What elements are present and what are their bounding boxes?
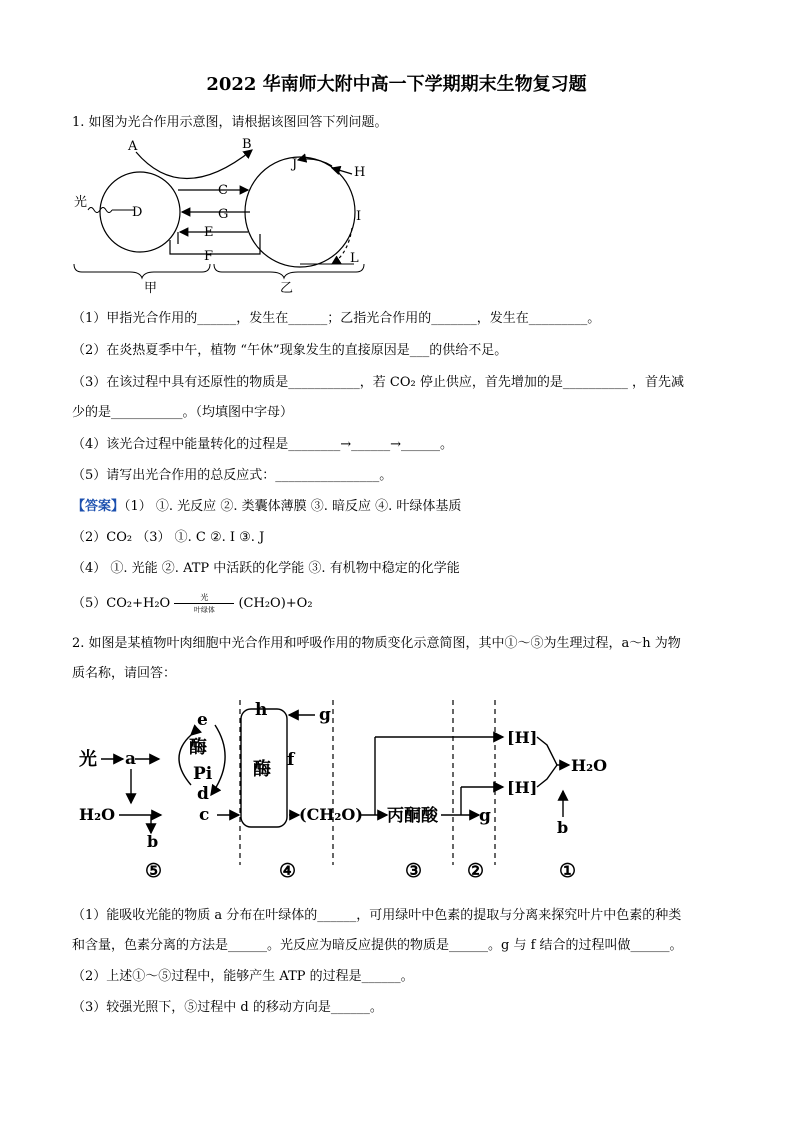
label-light: 光 bbox=[79, 749, 97, 770]
label-D: D bbox=[132, 205, 143, 220]
q2-stem-1: 2. 如图是某植物叶肉细胞中光合作用和呼吸作用的物质变化示意简图，其中①～⑤为生理过程，a～h 为物 bbox=[72, 636, 681, 651]
label-a: a bbox=[125, 749, 137, 769]
label-G: G bbox=[218, 207, 229, 222]
q1-sub4: （4）该光合过程中能量转化的过程是________→______→______。 bbox=[72, 437, 454, 452]
q1-sub2: （2）在炎热夏季中午，植物 “午休”现象发生的直接原因是___的供给不足。 bbox=[72, 343, 508, 358]
dark-reaction-circle bbox=[245, 157, 355, 267]
label-h2o-in: H₂O bbox=[79, 805, 116, 824]
label-jia: 甲 bbox=[144, 281, 158, 296]
label-h2o-out: H₂O bbox=[571, 756, 608, 775]
q2-sub3: （3）较强光照下，⑤过程中 d 的移动方向是______。 bbox=[72, 1000, 383, 1015]
label-light: 光 bbox=[74, 195, 88, 210]
q2-sub1b: 和含量，色素分离的方法是______。光反应为暗反应提供的物质是______。g 与 f 结合的过程叫做______。 bbox=[72, 938, 683, 953]
label-h: h bbox=[255, 700, 268, 720]
label-enzyme-left: 酶 bbox=[189, 737, 207, 758]
label-H: H bbox=[354, 165, 366, 180]
label-L: L bbox=[350, 251, 359, 266]
label-A: A bbox=[128, 139, 138, 154]
label-g-top: g bbox=[319, 705, 331, 725]
eq-condition-top: 光 bbox=[200, 592, 209, 602]
label-process-3: ③ bbox=[405, 860, 423, 882]
label-g: g bbox=[479, 806, 491, 826]
page-title: 2022 华南师大附中高一下学期期末生物复习题 bbox=[206, 74, 587, 95]
label-C: C bbox=[218, 183, 228, 198]
label-c: c bbox=[199, 805, 210, 825]
label-process-2: ② bbox=[467, 860, 485, 882]
eq-condition-bottom: 叶绿体 bbox=[193, 605, 215, 614]
label-f: f bbox=[287, 750, 295, 770]
label-pyruvate: 丙酮酸 bbox=[387, 806, 438, 826]
label-B: B bbox=[242, 137, 252, 152]
photosynthesis-diagram bbox=[70, 136, 380, 296]
q1-answer-4 bbox=[72, 592, 313, 614]
q1-answer-3: （4） ①. 光能 ②. ATP 中活跃的化学能 ③. 有机物中稳定的化学能 bbox=[72, 561, 460, 576]
label-H-top: [H] bbox=[507, 728, 538, 747]
label-e: e bbox=[197, 710, 208, 730]
label-ch2o: (CH₂O) bbox=[299, 805, 363, 824]
label-b-right: b bbox=[557, 818, 569, 837]
label-E: E bbox=[204, 225, 214, 240]
answer-tag: 【答案】 bbox=[72, 499, 125, 514]
eq-arrow bbox=[174, 592, 234, 614]
q1-sub3b: 少的是___________。（均填图中字母） bbox=[72, 405, 294, 420]
q1-sub1: （1）甲指光合作用的______，发生在______；乙指光合作用的_______，发生在_________。 bbox=[72, 311, 601, 326]
answer-1-text: （1） ①. 光反应 ②. 类囊体薄膜 ③. 暗反应 ④. 叶绿体基质 bbox=[124, 499, 462, 514]
q1-stem: 1. 如图为光合作用示意图，请根据该图回答下列问题。 bbox=[72, 115, 388, 130]
q2-sub1a: （1）能吸收光能的物质 a 分布在叶绿体的______，可用绿叶中色素的提取与分离来探究叶片中色素的种类 bbox=[72, 908, 682, 923]
label-process-4: ④ bbox=[279, 860, 297, 882]
label-process-1: ① bbox=[559, 860, 577, 882]
label-pi: Pi bbox=[193, 764, 213, 784]
label-J: J bbox=[292, 157, 298, 172]
eq-rhs: (CH₂O)+O₂ bbox=[238, 596, 313, 611]
label-yi: 乙 bbox=[280, 281, 294, 296]
q1-sub3a: （3）在该过程中具有还原性的物质是___________，若 CO₂ 停止供应，首先增加的是__________ ，首先减 bbox=[72, 375, 684, 390]
label-enzyme-right: 酶 bbox=[253, 759, 271, 780]
eq-lhs: （5）CO₂+H₂O bbox=[72, 596, 171, 611]
label-d: d bbox=[197, 784, 209, 804]
label-b: b bbox=[147, 832, 159, 851]
label-process-5: ⑤ bbox=[145, 860, 163, 882]
q2-sub2: （2）上述①～⑤过程中，能够产生 ATP 的过程是______。 bbox=[72, 969, 414, 984]
q1-sub5: （5）请写出光合作用的总反应式：________________。 bbox=[72, 468, 393, 483]
label-H-bottom: [H] bbox=[507, 778, 538, 797]
q1-answer-2: （2）CO₂ （3） ①. C ②. I ③. J bbox=[72, 530, 265, 545]
q2-stem-2: 质名称，请回答： bbox=[72, 666, 177, 681]
label-F: F bbox=[204, 249, 214, 264]
q1-answer-1 bbox=[72, 495, 461, 514]
label-I: I bbox=[356, 209, 362, 224]
cell-process-diagram bbox=[75, 695, 635, 890]
